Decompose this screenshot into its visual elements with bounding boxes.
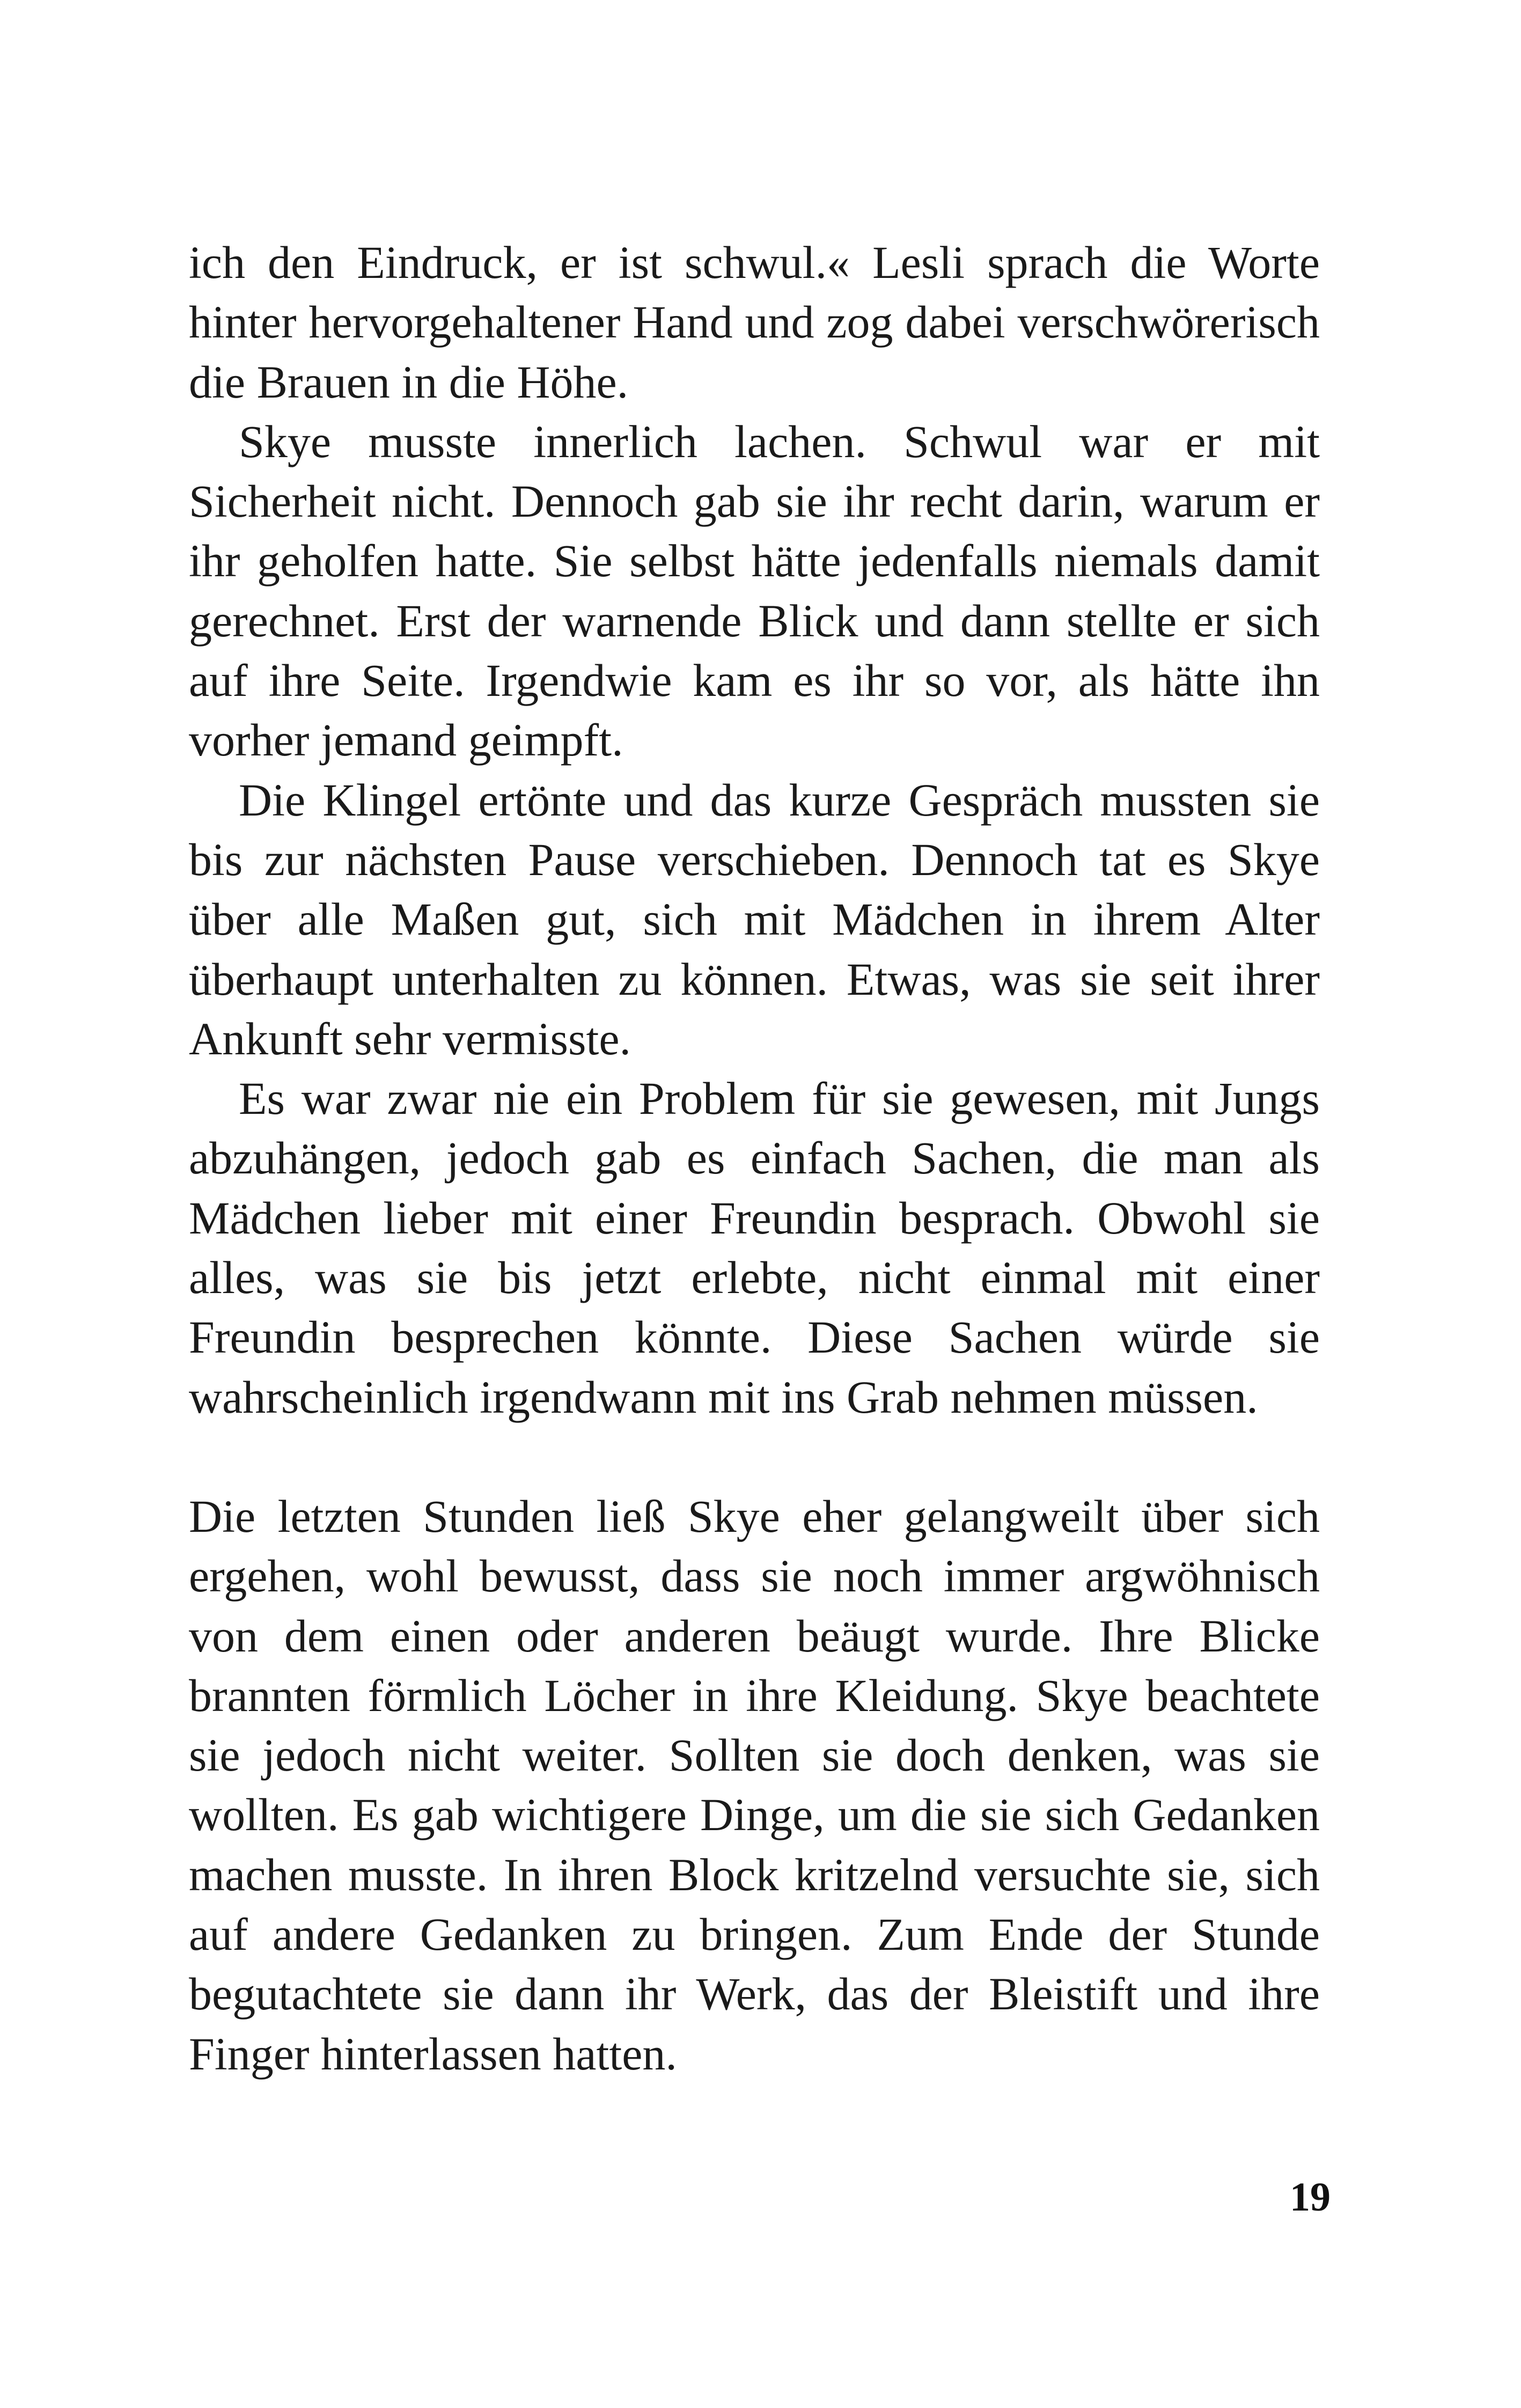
paragraph: Skye musste innerlich lachen. Schwul war er mit Sicherheit nicht. Dennoch gab sie ihr recht darin, warum er ihr geholfen hatte. Sie selbst hätte jedenfalls niemals damit gerechnet. Erst der warnende Blick und dann stellte er sich auf ihre Seite. Irgendwie kam es ihr so vor, als hätte ihn vorher jemand geimpft.	[189, 415, 1320, 766]
paragraph: Die Klingel ertönte und das kurze Gespräch mussten sie bis zur nächsten Pause verschieben. Dennoch tat es Skye über alle Maßen gut, sich mit Mädchen in ihrem Alter überhaupt unterhalten zu können. Etwas, was sie seit ihrer Ankunft sehr vermisste.	[189, 774, 1320, 1064]
paragraph-section-start: Die letzten Stunden ließ Skye eher gelangweilt über sich ergehen, wohl bewusst, dass sie noch immer argwöhnisch von dem einen oder anderen beäugt wurde. Ihre Blicke brannten förmlich Löcher in ihre Kleidung. Skye beachtete sie jedoch nicht weiter. Sollten sie doch denken, was sie wollten. Es gab wichtigere Dinge, um die sie sich Gedanken machen musste. In ihren Block kritzelnd versuchte sie, sich auf andere Gedanken zu bringen. Zum Ende der Stunde begutachtete sie dann ihr Werk, das der Bleistift und ihre Finger hinterlassen hatten.	[189, 1490, 1320, 2080]
paragraph: Es war zwar nie ein Problem für sie gewesen, mit Jungs abzuhängen, jedoch gab es einfach Sachen, die man als Mädchen lieber mit einer Freundin besprach. Obwohl sie alles, was sie bis jetzt erlebte, nicht einmal mit einer Freundin besprechen könnte. Diese Sachen würde sie wahrscheinlich irgendwann mit ins Grab nehmen müssen.	[189, 1073, 1320, 1423]
section-break	[189, 1427, 1320, 1487]
paragraph-continued: ich den Eindruck, er ist schwul.« Lesli sprach die Worte hinter hervorgehaltener Hand und zog dabei verschwörerisch die Brauen in die Höhe.	[189, 237, 1320, 408]
body-text	[189, 233, 1320, 2084]
page-number: 19	[1290, 2175, 1331, 2220]
